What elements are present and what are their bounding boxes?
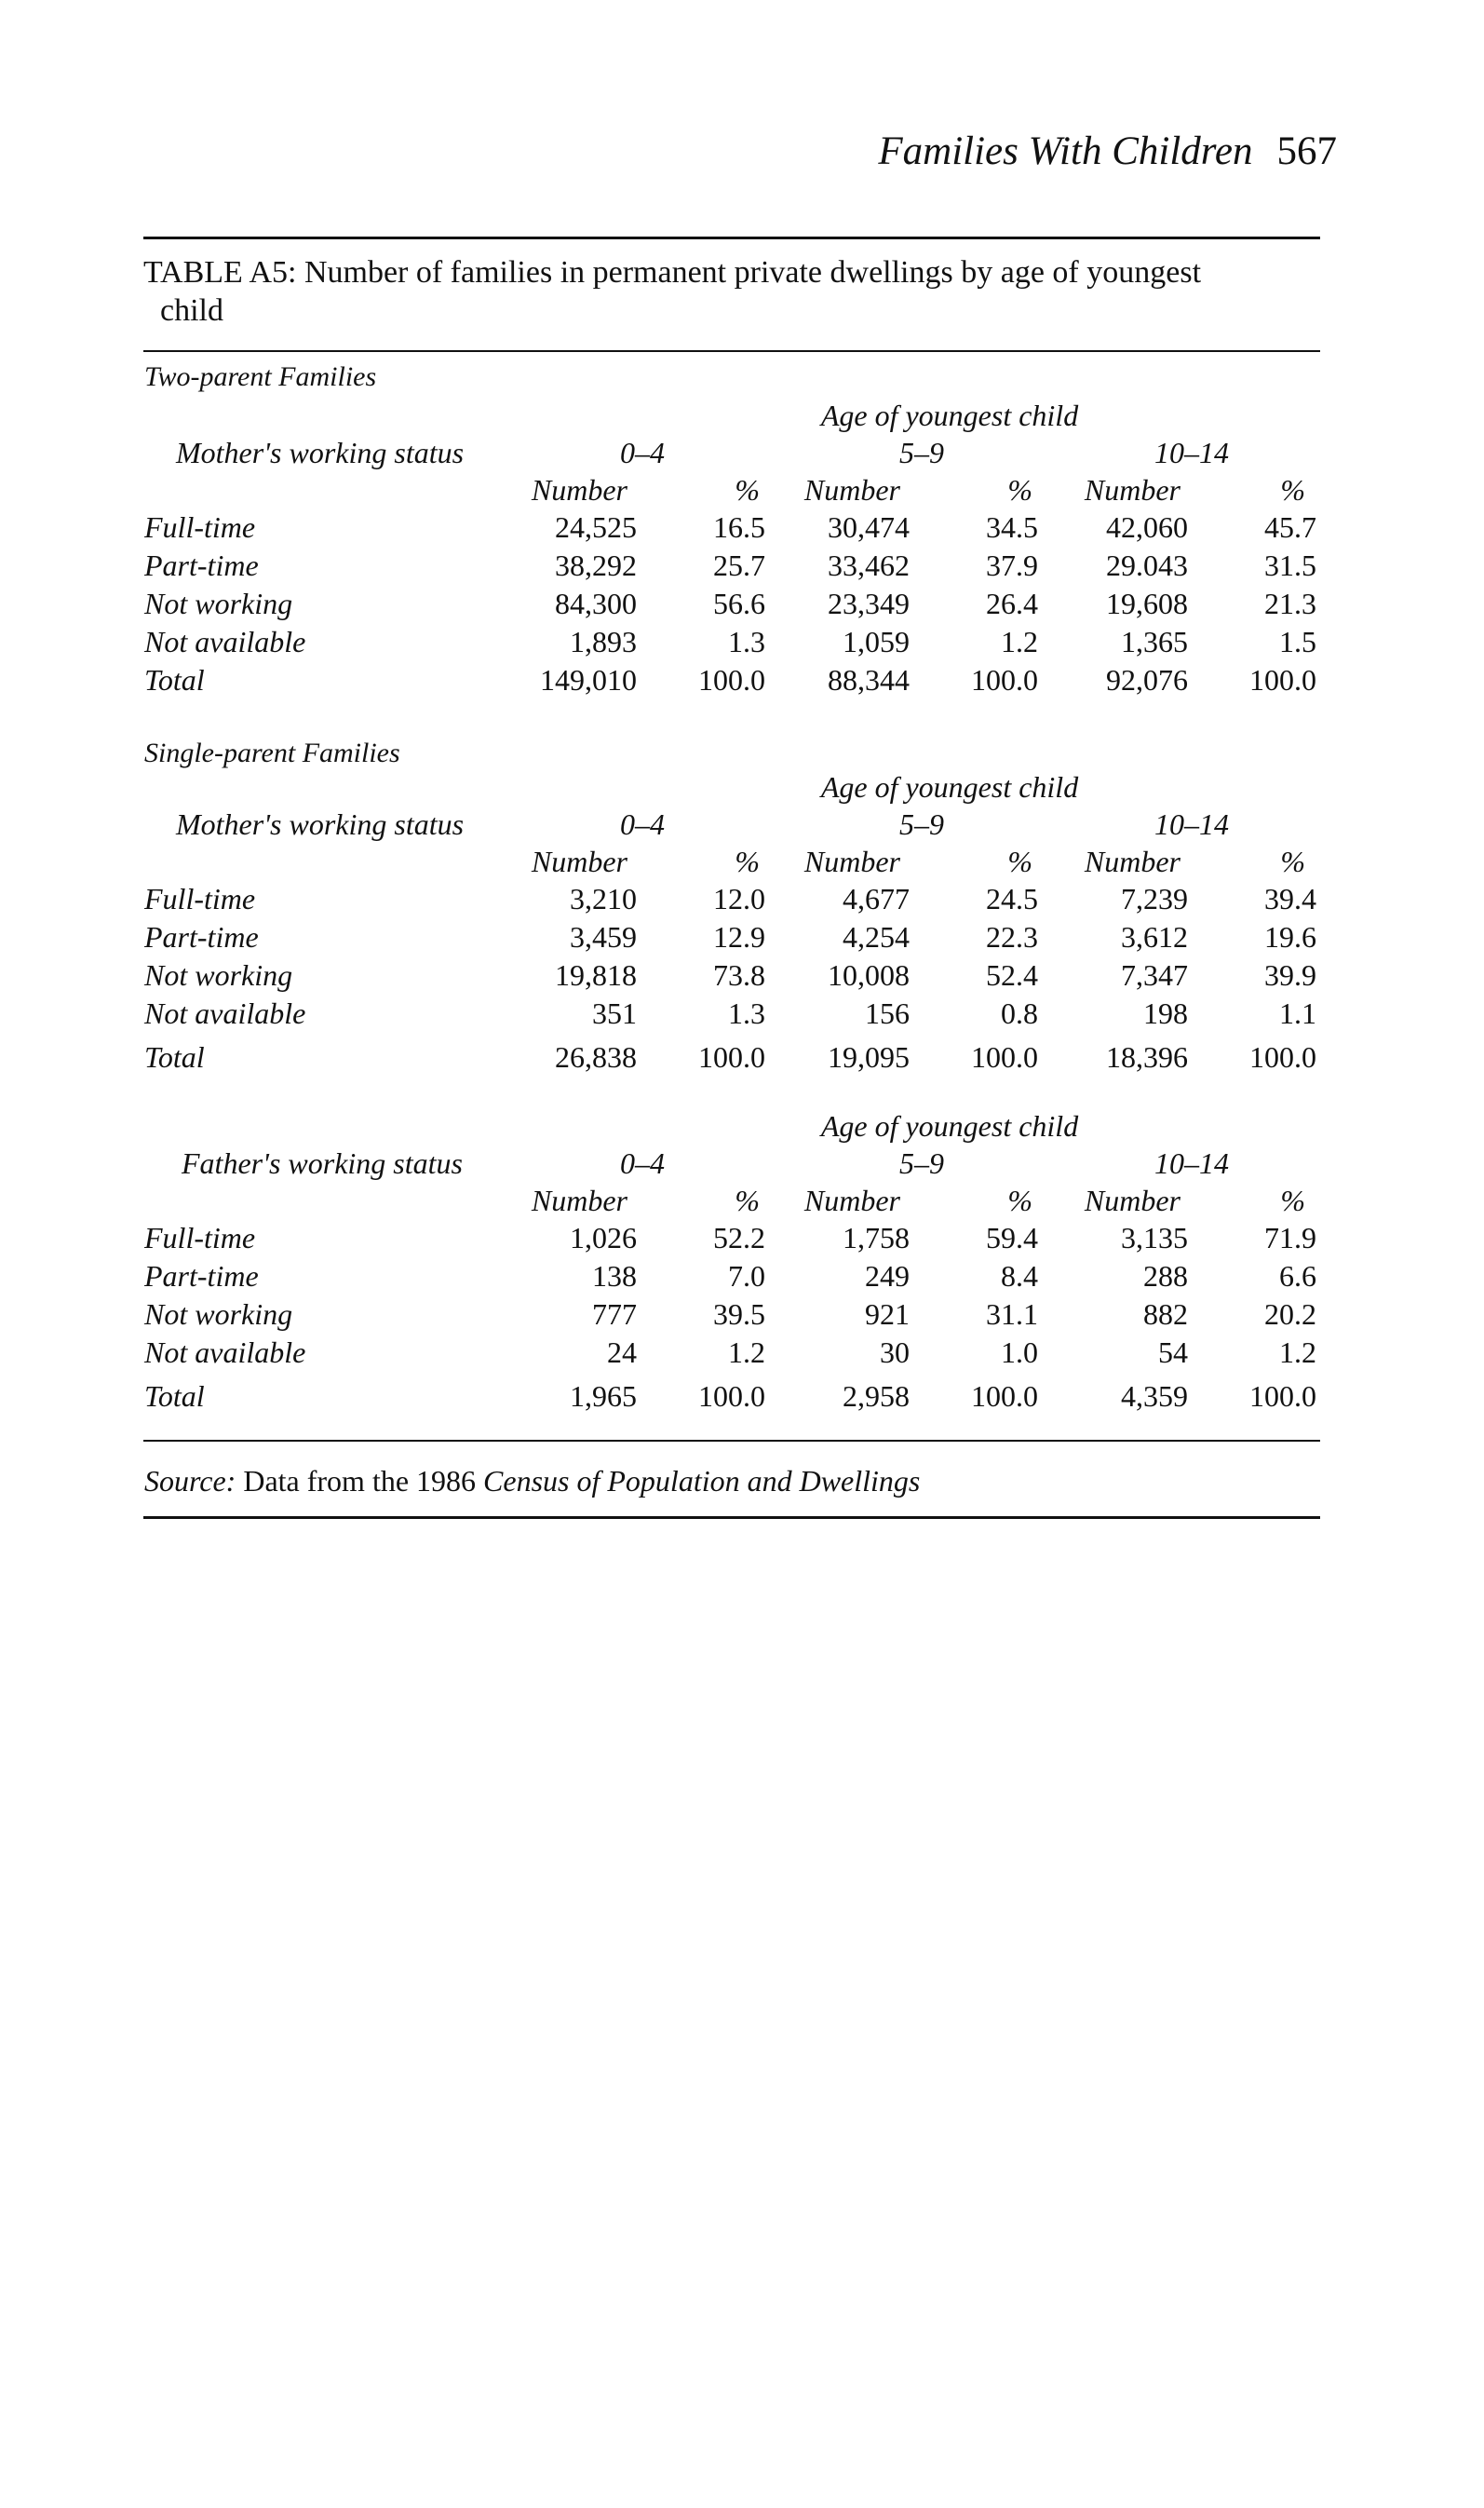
column-group-5-9: 5–9 <box>899 1146 944 1180</box>
cell-number: 42,060 <box>1106 510 1188 544</box>
cell-percent: 100.0 <box>698 1379 765 1413</box>
cell-percent: 0.8 <box>1001 996 1038 1030</box>
caption-rule <box>143 350 1320 352</box>
cell-number: 7,239 <box>1121 882 1188 915</box>
cell-number: 4,677 <box>843 882 910 915</box>
column-head-percent: % <box>1280 473 1305 507</box>
cell-percent: 21.3 <box>1264 587 1316 620</box>
cell-number: 24 <box>607 1335 637 1369</box>
cell-percent: 100.0 <box>698 663 765 697</box>
row-label: Not working <box>144 958 293 992</box>
column-group-5-9: 5–9 <box>899 436 944 469</box>
cell-number: 3,135 <box>1121 1221 1188 1254</box>
column-group-0-4: 0–4 <box>620 807 665 841</box>
row-label: Full-time <box>144 882 256 915</box>
cell-percent: 1.0 <box>1001 1335 1038 1369</box>
cell-number: 882 <box>1143 1297 1188 1331</box>
cell-number: 138 <box>592 1259 637 1293</box>
column-head-percent: % <box>1007 845 1032 878</box>
source-label: Source: <box>144 1464 236 1498</box>
cell-percent: 6.6 <box>1279 1259 1316 1293</box>
column-group-0-4: 0–4 <box>620 1146 665 1180</box>
column-head-number: Number <box>803 845 900 878</box>
source-text: Data from the 1986 <box>243 1464 477 1498</box>
cell-number: 88,344 <box>828 663 910 697</box>
cell-number: 156 <box>865 996 910 1030</box>
cell-percent: 1.5 <box>1279 625 1316 658</box>
row-label: Total <box>144 1040 205 1074</box>
cell-percent: 100.0 <box>971 1040 1038 1074</box>
caption-line-1: TABLE A5: Number of families in permanent private dwellings by age of youngest <box>143 255 1202 290</box>
top-rule <box>143 237 1320 239</box>
cell-percent: 45.7 <box>1264 510 1316 544</box>
row-label: Total <box>144 663 205 697</box>
cell-percent: 59.4 <box>986 1221 1038 1254</box>
row-label: Not working <box>144 587 293 620</box>
column-head-percent: % <box>735 1184 760 1217</box>
cell-number: 288 <box>1143 1259 1188 1293</box>
cell-percent: 100.0 <box>1249 1379 1316 1413</box>
cell-number: 54 <box>1158 1335 1188 1369</box>
cell-number: 2,958 <box>843 1379 910 1413</box>
cell-percent: 100.0 <box>971 663 1038 697</box>
cell-percent: 71.9 <box>1264 1221 1316 1254</box>
cell-number: 19,608 <box>1106 587 1188 620</box>
cell-number: 198 <box>1143 996 1188 1030</box>
cell-number: 3,459 <box>570 920 637 954</box>
cell-number: 7,347 <box>1121 958 1188 992</box>
cell-percent: 31.5 <box>1264 549 1316 582</box>
cell-percent: 20.2 <box>1264 1297 1316 1331</box>
cell-percent: 39.4 <box>1264 882 1316 915</box>
row-label: Total <box>144 1379 205 1413</box>
cell-percent: 24.5 <box>986 882 1038 915</box>
source-bottom-rule <box>143 1516 1320 1519</box>
cell-percent: 22.3 <box>986 920 1038 954</box>
row-label: Part-time <box>144 549 259 582</box>
column-group-10-14: 10–14 <box>1154 436 1229 469</box>
cell-percent: 1.2 <box>1279 1335 1316 1369</box>
cell-percent: 56.6 <box>713 587 765 620</box>
status-column-head: Mother's working status <box>176 807 465 841</box>
cell-percent: 8.4 <box>1001 1259 1038 1293</box>
column-head-percent: % <box>735 473 760 507</box>
cell-percent: 34.5 <box>986 510 1038 544</box>
cell-number: 19,095 <box>828 1040 910 1074</box>
cell-number: 84,300 <box>555 587 637 620</box>
cell-percent: 26.4 <box>986 587 1038 620</box>
column-head-number: Number <box>531 1184 627 1217</box>
cell-number: 921 <box>865 1297 910 1331</box>
running-head <box>878 129 1337 174</box>
column-head-percent: % <box>1280 1184 1305 1217</box>
column-group-0-4: 0–4 <box>620 436 665 469</box>
table-bottom-rule <box>143 1440 1320 1442</box>
cell-number: 3,612 <box>1121 920 1188 954</box>
cell-percent: 31.1 <box>986 1297 1038 1331</box>
cell-percent: 19.6 <box>1264 920 1316 954</box>
cell-number: 4,254 <box>843 920 910 954</box>
cell-number: 24,525 <box>555 510 637 544</box>
caption-line-2: child <box>160 293 223 328</box>
cell-percent: 52.4 <box>986 958 1038 992</box>
cell-number: 3,210 <box>570 882 637 915</box>
cell-number: 1,758 <box>843 1221 910 1254</box>
cell-number: 30 <box>880 1335 910 1369</box>
cell-percent: 39.9 <box>1264 958 1316 992</box>
cell-percent: 39.5 <box>713 1297 765 1331</box>
cell-percent: 1.3 <box>728 625 765 658</box>
cell-number: 10,008 <box>828 958 910 992</box>
cell-percent: 1.2 <box>1001 625 1038 658</box>
row-label: Full-time <box>144 1221 256 1254</box>
cell-number: 4,359 <box>1121 1379 1188 1413</box>
column-head-percent: % <box>1007 473 1032 507</box>
column-head-number: Number <box>1084 845 1180 878</box>
page-number: 567 <box>1276 129 1337 173</box>
cell-percent: 25.7 <box>713 549 765 582</box>
column-head-number: Number <box>803 1184 900 1217</box>
cell-number: 1,893 <box>570 625 637 658</box>
row-label: Not working <box>144 1297 293 1331</box>
column-head-number: Number <box>1084 1184 1180 1217</box>
cell-percent: 16.5 <box>713 510 765 544</box>
row-label: Not available <box>144 996 306 1030</box>
cell-number: 23,349 <box>828 587 910 620</box>
column-head-number: Number <box>531 473 627 507</box>
cell-number: 249 <box>865 1259 910 1293</box>
column-head-number: Number <box>531 845 627 878</box>
cell-percent: 100.0 <box>698 1040 765 1074</box>
cell-number: 29.043 <box>1106 549 1188 582</box>
column-head-percent: % <box>735 845 760 878</box>
cell-percent: 37.9 <box>986 549 1038 582</box>
cell-percent: 1.3 <box>728 996 765 1030</box>
row-label: Part-time <box>144 1259 259 1293</box>
row-label: Not available <box>144 625 306 658</box>
table-caption <box>143 253 1320 330</box>
cell-percent: 100.0 <box>1249 1040 1316 1074</box>
cell-percent: 1.2 <box>728 1335 765 1369</box>
column-head-number: Number <box>1084 473 1180 507</box>
row-label: Full-time <box>144 510 256 544</box>
cell-number: 18,396 <box>1106 1040 1188 1074</box>
cell-percent: 12.0 <box>713 882 765 915</box>
source-note <box>144 1464 920 1498</box>
cell-percent: 7.0 <box>728 1259 765 1293</box>
column-head-percent: % <box>1280 845 1305 878</box>
cell-number: 38,292 <box>555 549 637 582</box>
row-label: Part-time <box>144 920 259 954</box>
cell-number: 1,365 <box>1121 625 1188 658</box>
cell-number: 149,010 <box>540 663 637 697</box>
column-head-number: Number <box>803 473 900 507</box>
column-group-5-9: 5–9 <box>899 807 944 841</box>
status-column-head: Mother's working status <box>176 436 465 469</box>
cell-percent: 12.9 <box>713 920 765 954</box>
status-column-head: Father's working status <box>182 1146 463 1180</box>
section-label-two-parent: Two-parent Families <box>144 361 377 392</box>
cell-number: 33,462 <box>828 549 910 582</box>
cell-number: 1,965 <box>570 1379 637 1413</box>
column-head-percent: % <box>1007 1184 1032 1217</box>
cell-percent: 52.2 <box>713 1221 765 1254</box>
cell-number: 26,838 <box>555 1040 637 1074</box>
section-label-single-parent: Single-parent Families <box>144 738 400 768</box>
column-spanner: Age of youngest child <box>820 770 1079 804</box>
column-spanner: Age of youngest child <box>820 399 1079 432</box>
running-title: Families With Children <box>878 129 1253 173</box>
cell-percent: 1.1 <box>1279 996 1316 1030</box>
column-group-10-14: 10–14 <box>1154 807 1229 841</box>
column-group-10-14: 10–14 <box>1154 1146 1229 1180</box>
source-publication: Census of Population and Dwellings <box>483 1464 921 1498</box>
cell-number: 1,059 <box>843 625 910 658</box>
cell-number: 777 <box>592 1297 637 1331</box>
cell-number: 351 <box>592 996 637 1030</box>
cell-number: 1,026 <box>570 1221 637 1254</box>
cell-number: 19,818 <box>555 958 637 992</box>
column-spanner: Age of youngest child <box>820 1109 1079 1143</box>
cell-number: 92,076 <box>1106 663 1188 697</box>
cell-percent: 100.0 <box>1249 663 1316 697</box>
cell-number: 30,474 <box>828 510 910 544</box>
cell-percent: 73.8 <box>713 958 765 992</box>
cell-percent: 100.0 <box>971 1379 1038 1413</box>
row-label: Not available <box>144 1335 306 1369</box>
